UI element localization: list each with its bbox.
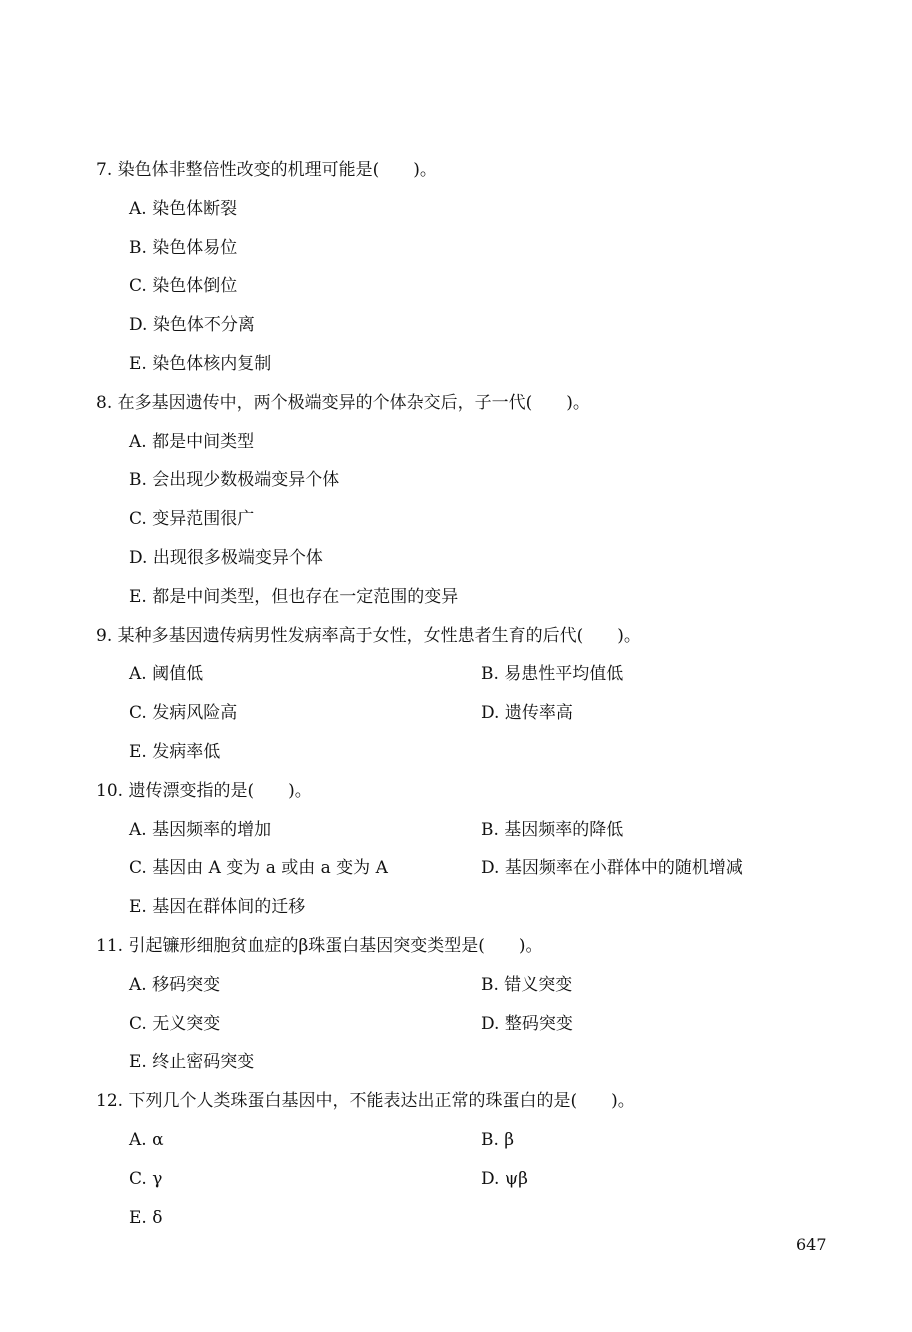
answer-option: E. 终止密码突变: [129, 1052, 255, 1073]
answer-option: D. 遗传率高: [481, 703, 573, 724]
answer-option: E. 染色体核内复制: [129, 353, 272, 374]
question-item: [96, 617, 856, 772]
option-list: [96, 423, 856, 617]
answer-option: E. 发病率低: [129, 741, 221, 762]
question-list: [96, 151, 856, 1237]
answer-option: E. δ: [129, 1207, 163, 1228]
answer-option: C. γ: [129, 1168, 163, 1189]
answer-option: C. 染色体倒位: [129, 276, 238, 297]
option-list: [96, 1121, 856, 1237]
answer-option: A. 阈值低: [129, 664, 204, 685]
question-stem: 8. 在多基因遗传中，两个极端变异的个体杂交后，子一代( )。: [96, 392, 590, 413]
answer-option: B. β: [481, 1129, 515, 1150]
answer-option: A. α: [129, 1129, 164, 1150]
answer-option: C. 发病风险高: [129, 703, 238, 724]
answer-option: B. 易患性平均值低: [481, 664, 624, 685]
answer-option: E. 基因在群体间的迁移: [129, 897, 306, 918]
question-stem: 10. 遗传漂变指的是( )。: [96, 780, 312, 801]
page-number: 647: [796, 1235, 827, 1254]
answer-option: A. 基因频率的增加: [129, 819, 272, 840]
answer-option: B. 染色体易位: [129, 237, 238, 258]
option-list: [96, 655, 856, 771]
answer-option: A. 移码突变: [129, 974, 221, 995]
question-stem: 11. 引起镰形细胞贫血症的β珠蛋白基因突变类型是( )。: [96, 935, 543, 956]
question-stem: 9. 某种多基因遗传病男性发病率高于女性，女性患者生育的后代( )。: [96, 625, 641, 646]
answer-option: C. 基因由 A 变为 a 或由 a 变为 A: [129, 858, 388, 879]
question-item: [96, 151, 856, 384]
question-stem: 12. 下列几个人类珠蛋白基因中，不能表达出正常的珠蛋白的是( )。: [96, 1091, 635, 1112]
option-list: [96, 811, 856, 927]
answer-option: D. 染色体不分离: [129, 315, 255, 336]
answer-option: E. 都是中间类型，但也存在一定范围的变异: [129, 586, 459, 607]
answer-option: D. 整码突变: [481, 1013, 573, 1034]
question-stem: 7. 染色体非整倍性改变的机理可能是( )。: [96, 160, 437, 180]
answer-option: A. 都是中间类型: [129, 431, 255, 452]
question-item: [96, 772, 856, 927]
option-list: [96, 190, 856, 384]
option-list: [96, 966, 856, 1082]
answer-option: D. 出现很多极端变异个体: [129, 547, 323, 568]
answer-option: A. 染色体断裂: [129, 198, 238, 219]
question-item: [96, 1082, 856, 1237]
question-item: [96, 927, 856, 1082]
answer-option: D. 基因频率在小群体中的随机增减: [481, 858, 743, 879]
answer-option: C. 无义突变: [129, 1013, 221, 1034]
answer-option: D. ψβ: [481, 1168, 528, 1189]
answer-option: B. 会出现少数极端变异个体: [129, 470, 340, 491]
answer-option: B. 错义突变: [481, 974, 573, 995]
answer-option: C. 变异范围很广: [129, 509, 255, 530]
question-item: [96, 384, 856, 617]
answer-option: B. 基因频率的降低: [481, 819, 624, 840]
